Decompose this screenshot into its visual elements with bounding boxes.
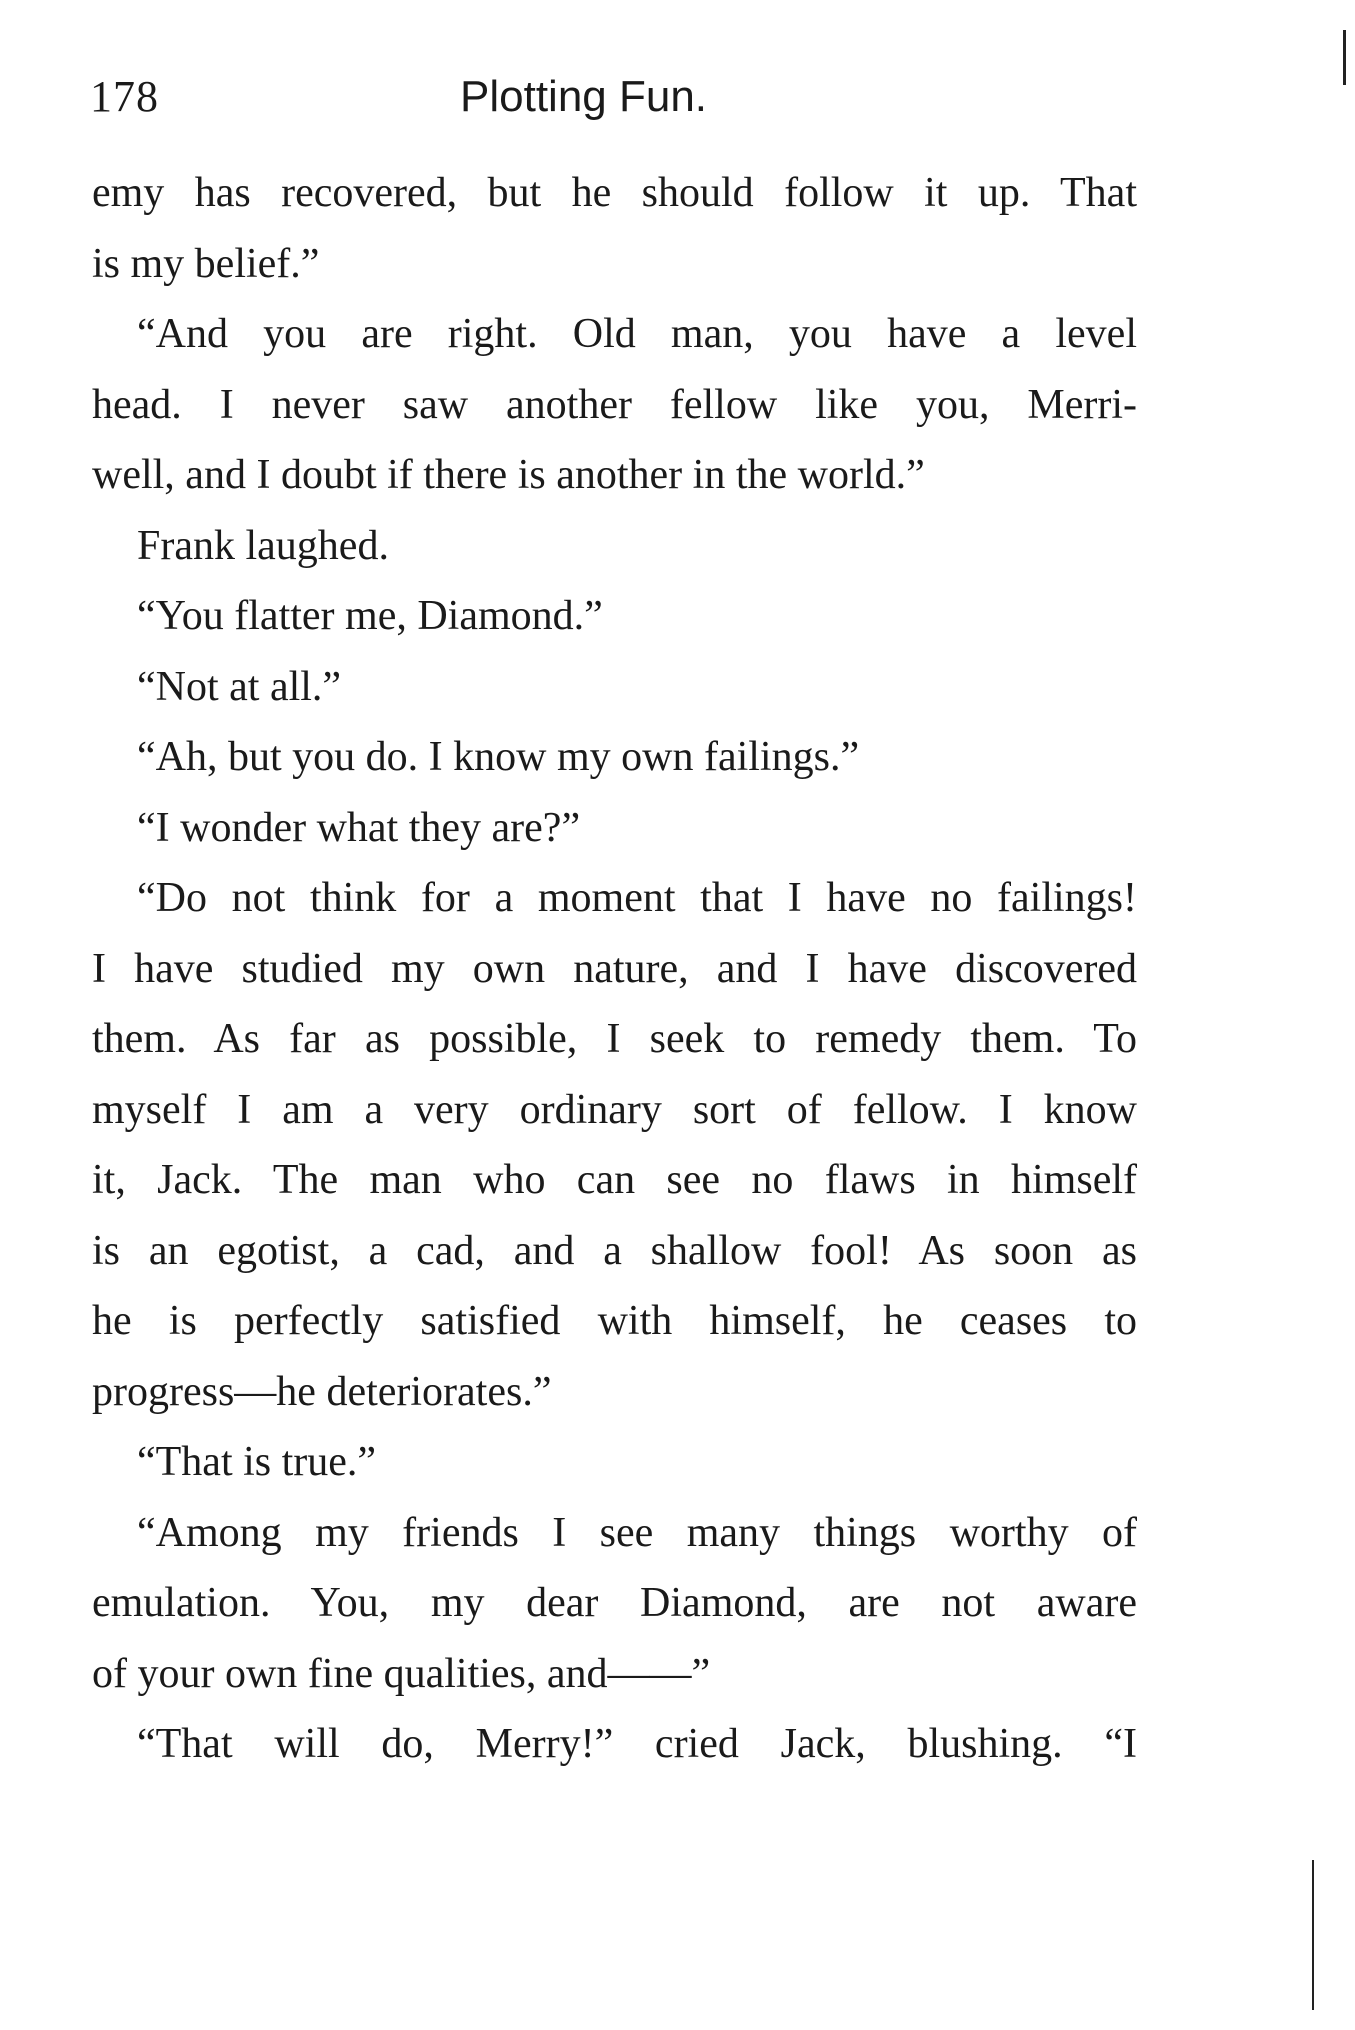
text-line: well, and I doubt if there is another in the world.” (92, 452, 925, 498)
text-line: is my belief.” (92, 240, 320, 287)
page-header (90, 62, 1140, 132)
text-line: myself I am a very ordinary sort of fellow. I know (92, 1086, 1137, 1133)
text-line: “Do not think for a moment that I have no failings! (137, 875, 1137, 921)
text-line: “That is true.” (137, 1439, 377, 1485)
text-line: “Not at all.” (137, 663, 342, 710)
body-text (92, 158, 1137, 1780)
scan-edge-mark-bottom (1312, 1860, 1314, 2010)
text-line: I have studied my own nature, and I have discovered (92, 945, 1137, 992)
text-line: “You flatter me, Diamond.” (137, 593, 603, 639)
text-line: of your own fine qualities, and——” (92, 1650, 711, 1697)
text-line: “Among my friends I see many things worthy of (137, 1509, 1137, 1556)
text-line: it, Jack. The man who can see no flaws in himself (92, 1157, 1137, 1203)
text-line: emy has recovered, but he should follow it up. That (92, 170, 1137, 216)
text-line: “I wonder what they are?” (137, 804, 581, 851)
text-line: “And you are right. Old man, you have a level (137, 311, 1137, 357)
text-line: “Ah, but you do. I know my own failings.” (137, 734, 860, 780)
text-line: he is perfectly satisfied with himself, he ceases to (92, 1298, 1137, 1344)
text-line: head. I never saw another fellow like you, Merri- (92, 381, 1137, 428)
text-line: emulation. You, my dear Diamond, are not aware (92, 1580, 1137, 1626)
text-line: “That will do, Merry!” cried Jack, blushing. “I (137, 1721, 1137, 1767)
text-line: is an egotist, a cad, and a shallow fool! As soon as (92, 1227, 1137, 1274)
text-line: Frank laughed. (137, 522, 389, 569)
text-line: progress—he deteriorates.” (92, 1368, 552, 1415)
scan-edge-mark-top (1343, 30, 1346, 85)
page-number: 178 (90, 72, 159, 121)
text-line: them. As far as possible, I seek to remedy them. To (92, 1016, 1137, 1062)
running-head: Plotting Fun. (460, 72, 708, 121)
